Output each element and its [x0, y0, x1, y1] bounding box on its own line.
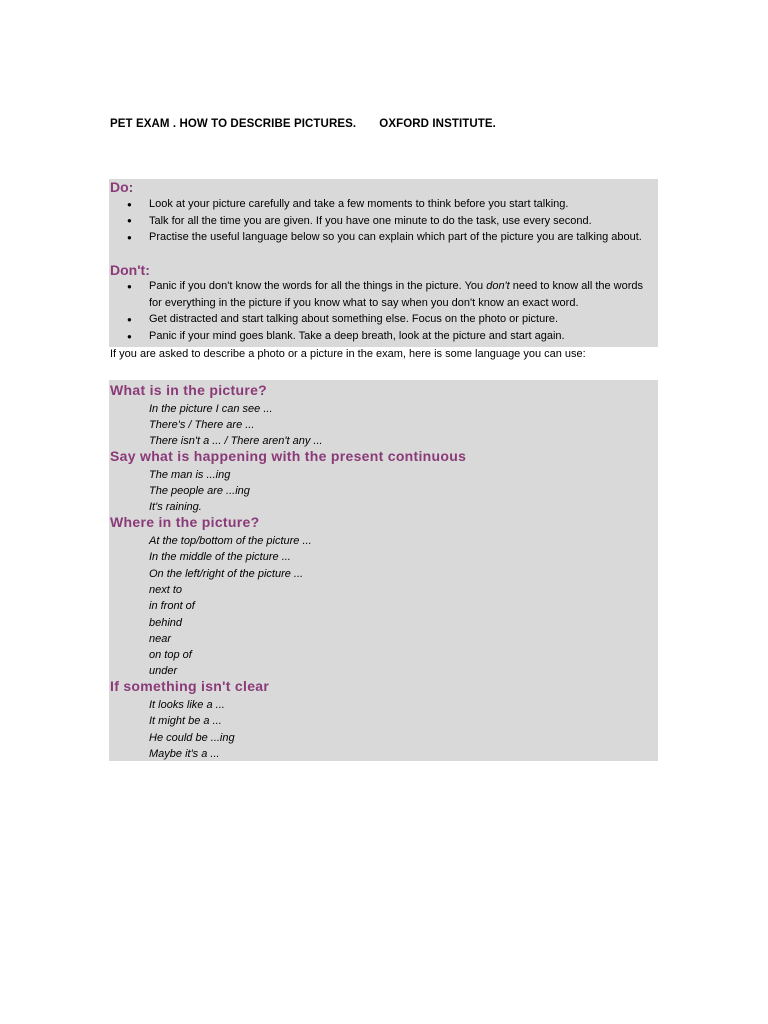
title-gap [356, 118, 379, 130]
phrase: in front of [149, 600, 195, 612]
do-item-3: Practise the useful language below so you can explain which part of the picture you are talking about. [149, 231, 642, 243]
bullet-icon: ● [127, 315, 132, 324]
phrase: There's / There are ... [149, 419, 255, 431]
phrase: It looks like a ... [149, 699, 225, 711]
phrase: He could be ...ing [149, 732, 235, 744]
phrase: behind [149, 617, 183, 629]
section-heading-what: What is in the picture? [110, 382, 268, 398]
do-heading: Do: [110, 179, 134, 195]
institute-name: OXFORD INSTITUTE. [379, 118, 496, 130]
bullet-icon: ● [127, 332, 132, 341]
intro-text: If you are asked to describe a photo or a picture in the exam, here is some language you can use: [110, 348, 586, 360]
phrase: under [149, 665, 178, 677]
phrase: near [149, 633, 172, 645]
phrase: Maybe it's a ... [149, 748, 220, 760]
document-title [110, 118, 496, 130]
do-item-2: Talk for all the time you are given. If you have one minute to do the task, use every second. [149, 215, 592, 227]
section-heading-unclear: If something isn't clear [110, 678, 270, 694]
bullet-icon: ● [127, 216, 132, 225]
dont-heading: Don't: [110, 262, 150, 278]
dont-item-1-a: Panic if you don't know the words for all the things in the picture. You [149, 280, 487, 292]
section-heading-happening: Say what is happening with the present continuous [110, 448, 467, 464]
dont-item-1 [149, 278, 644, 311]
dont-item-1-b: need to know all the words for everything in the picture if you know what to say when you don't know an exact word. [149, 280, 644, 309]
phrase: The man is ...ing [149, 469, 231, 481]
dont-item-1-em: don't [486, 280, 510, 292]
bullet-icon: ● [127, 233, 132, 242]
phrase: In the middle of the picture ... [149, 551, 291, 563]
phrase: It's raining. [149, 501, 202, 513]
dont-item-2: Get distracted and start talking about something else. Focus on the photo or picture. [149, 313, 559, 325]
phrase: next to [149, 584, 183, 596]
phrase: In the picture I can see ... [149, 403, 273, 415]
phrase: At the top/bottom of the picture ... [149, 535, 312, 547]
phrase: There isn't a ... / There aren't any ... [149, 435, 323, 447]
phrase: The people are ...ing [149, 485, 250, 497]
bullet-icon: ● [127, 200, 132, 209]
phrase: It might be a ... [149, 715, 222, 727]
do-item-1: Look at your picture carefully and take a few moments to think before you start talking. [149, 198, 569, 210]
section-heading-where: Where in the picture? [110, 514, 260, 530]
phrase: on top of [149, 649, 192, 661]
title-text: PET EXAM . HOW TO DESCRIBE PICTURES. [110, 118, 357, 130]
bullet-icon: ● [127, 282, 132, 291]
phrase: On the left/right of the picture ... [149, 568, 304, 580]
dont-item-3: Panic if your mind goes blank. Take a deep breath, look at the picture and start again. [149, 330, 565, 342]
